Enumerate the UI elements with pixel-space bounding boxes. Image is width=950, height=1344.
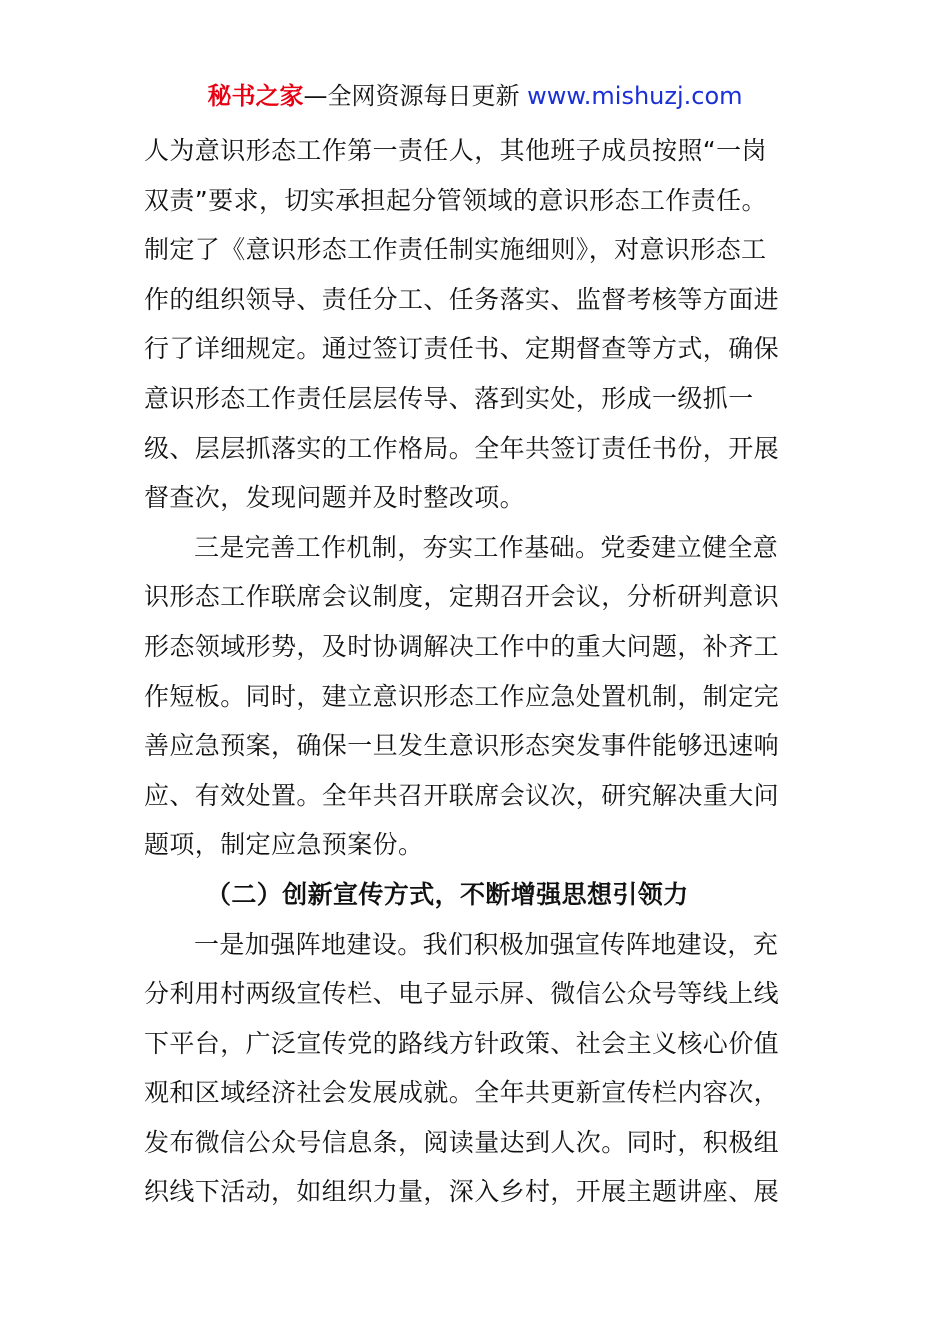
text-line: 双责”要求，切实承担起分管领域的意识形态工作责任。 bbox=[144, 185, 767, 215]
document-header bbox=[0, 78, 950, 114]
text-line: 形态领域形势，及时协调解决工作中的重大问题，补齐工 bbox=[144, 631, 780, 661]
paragraph-start-line: 一是加强阵地建设。我们积极加强宣传阵地建设，充 bbox=[194, 929, 779, 959]
section-heading: （二）创新宣传方式，不断增强思想引领力 bbox=[206, 879, 689, 909]
text-line: 发布微信公众号信息条，阅读量达到人次。同时，积极组 bbox=[144, 1127, 780, 1157]
text-line: 识形态工作联席会议制度，定期召开会议，分析研判意识 bbox=[144, 582, 780, 612]
text-line: 作短板。同时，建立意识形态工作应急处置机制，制定完 bbox=[144, 681, 780, 711]
document-body bbox=[144, 126, 808, 1217]
text-line: 观和区域经济社会发展成就。全年共更新宣传栏内容次， bbox=[144, 1078, 780, 1108]
text-line: 制定了《意识形态工作责任制实施细则》，对意识形态工 bbox=[144, 235, 767, 265]
text-line: 级、层层抓落实的工作格局。全年共签订责任书份，开展 bbox=[144, 433, 780, 463]
text-line: 作的组织领导、责任分工、任务落实、监督考核等方面进 bbox=[144, 284, 780, 314]
text-line: 督查次，发现问题并及时整改项。 bbox=[144, 483, 526, 513]
text-line: 善应急预案，确保一旦发生意识形态突发事件能够迅速响 bbox=[144, 731, 780, 761]
text-line: 织线下活动，如组织力量，深入乡村，开展主题讲座、展 bbox=[144, 1177, 780, 1207]
text-line: 分利用村两级宣传栏、电子显示屏、微信公众号等线上线 bbox=[144, 979, 780, 1009]
text-line: 题项，制定应急预案份。 bbox=[144, 830, 424, 860]
text-line: 应、有效处置。全年共召开联席会议次，研究解决重大问 bbox=[144, 780, 780, 810]
header-brand: 秘书之家 bbox=[207, 82, 304, 110]
header-url[interactable]: www.mishuzj.com bbox=[527, 82, 743, 110]
paragraph-start-line: 三是完善工作机制，夯实工作基础。党委建立健全意 bbox=[194, 532, 779, 562]
text-line: 行了详细规定。通过签订责任书、定期督查等方式，确保 bbox=[144, 334, 780, 364]
text-line: 意识形态工作责任层层传导、落到实处，形成一级抓一 bbox=[144, 383, 754, 413]
header-slogan: —全网资源每日更新 bbox=[303, 82, 520, 110]
text-line: 人为意识形态工作第一责任人，其他班子成员按照“一岗 bbox=[144, 136, 767, 165]
text-line: 下平台，广泛宣传党的路线方针政策、社会主义核心价值 bbox=[144, 1028, 780, 1058]
